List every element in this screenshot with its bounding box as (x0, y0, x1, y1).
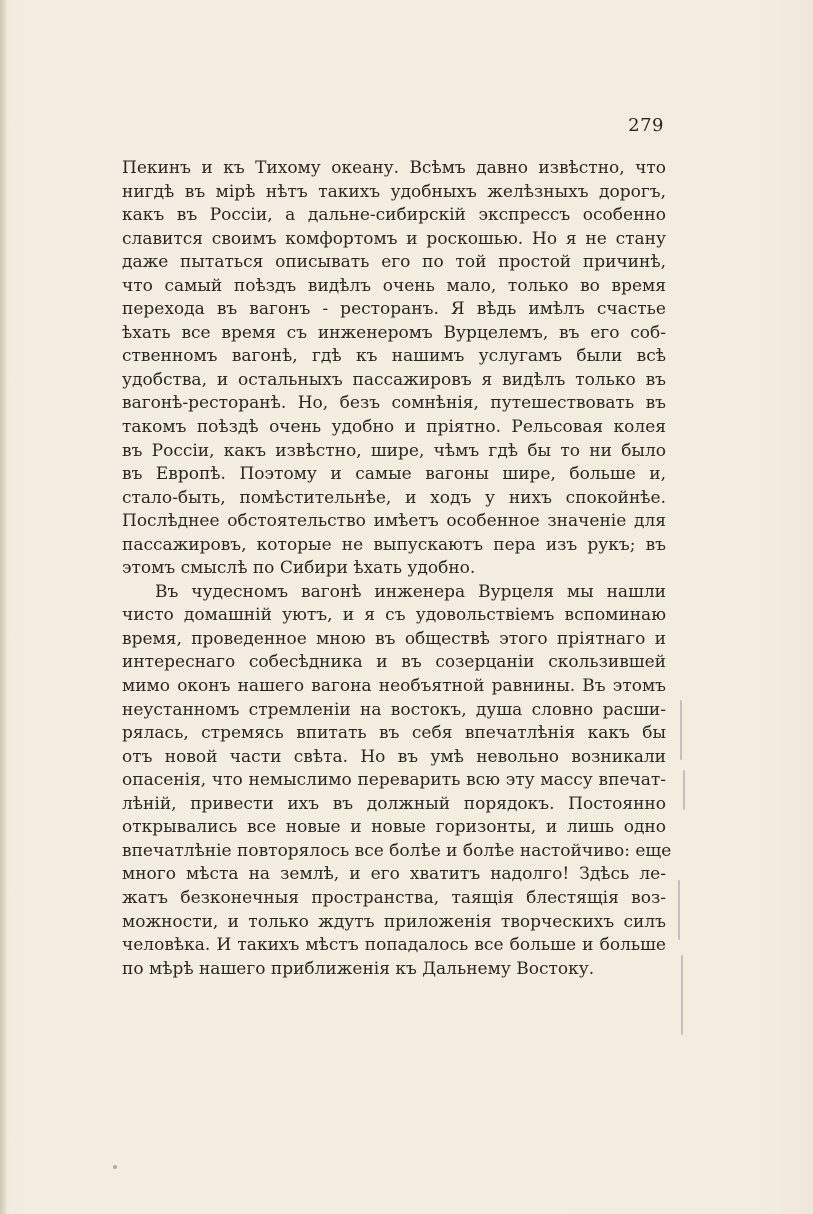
text-line: нигдѣ въ мірѣ нѣтъ такихъ удобныхъ желѣзныхъ дорогъ, (122, 181, 666, 202)
text-line: мимо оконъ нашего вагона необъятной равнины. Въ этомъ (122, 676, 666, 697)
paper-speck (113, 1165, 117, 1169)
text-line: перехода въ вагонъ - ресторанъ. Я вѣдь имѣлъ счастье (122, 299, 666, 320)
text-line: время, проведенное мною въ обществѣ этого пріятнаго и (122, 628, 666, 649)
paragraph-start-line: Въ чудесномъ вагонѣ инженера Вурцеля мы нашли (155, 581, 666, 602)
text-line: пассажировъ, которые не выпускаютъ пера изъ рукъ; въ (122, 534, 666, 555)
paragraph-end-line: этомъ смыслѣ по Сибири ѣхать удобно. (122, 558, 476, 579)
text-line: Пекинъ и къ Тихому океану. Всѣмъ давно извѣстно, что (122, 158, 666, 178)
body-text (122, 157, 672, 981)
text-line: ѣхать все время съ инженеромъ Вурцелемъ, въ его соб- (122, 322, 666, 343)
text-line: жатъ безконечныя пространства, таящія блестящія воз- (122, 887, 666, 908)
page-number: 279 (628, 115, 664, 136)
margin-pencil-mark (680, 700, 682, 760)
text-line: можности, и только ждутъ приложенія творческихъ силъ (122, 911, 666, 932)
text-line: что самый поѣздъ видѣлъ очень мало, только во время (122, 275, 666, 296)
text-line: вагонѣ-ресторанѣ. Но, безъ сомнѣнія, путешествовать въ (122, 393, 666, 414)
text-line: стало-быть, помѣстительнѣе, и ходъ у нихъ спокойнѣе. (122, 487, 666, 508)
text-line: такомъ поѣздѣ очень удобно и пріятно. Рельсовая колея (122, 417, 666, 438)
text-line: славится своимъ комфортомъ и роскошью. Но я не стану (122, 228, 666, 249)
text-line: неустанномъ стремленіи на востокъ, душа словно расши- (122, 699, 666, 720)
text-line: открывались все новые и новые горизонты, и лишь одно (122, 817, 666, 838)
text-line: даже пытаться описывать его по той простой причинѣ, (122, 252, 666, 273)
text-line: въ Россіи, какъ извѣстно, шире, чѣмъ гдѣ бы то ни было (122, 440, 666, 461)
text-line: ственномъ вагонѣ, гдѣ къ нашимъ услугамъ были всѣ (122, 346, 666, 367)
text-line: отъ новой части свѣта. Но въ умѣ невольно возникали (122, 746, 666, 767)
text-line: опасенія, что немыслимо переварить всю эту массу впечат- (122, 770, 666, 791)
paragraph-end-line: по мѣрѣ нашего приближенія къ Дальнему Востоку. (122, 958, 595, 979)
text-line: въ Европѣ. Поэтому и самые вагоны шире, больше и, (122, 464, 666, 485)
text-line: Послѣднее обстоятельство имѣетъ особенное значеніе для (122, 511, 666, 532)
text-line: рялась, стремясь впитать въ себя впечатлѣнія какъ бы (122, 723, 666, 744)
text-line: интереснаго собесѣдника и въ созерцаніи скользившей (122, 652, 666, 673)
margin-pencil-mark (683, 770, 685, 810)
text-line: чисто домашній уютъ, и я съ удовольствіемъ вспоминаю (122, 605, 666, 626)
text-line: человѣка. И такихъ мѣстъ попадалось все больше и больше (122, 935, 666, 956)
text-line: много мѣста на землѣ, и его хватитъ надолго! Здѣсь ле- (122, 864, 666, 885)
text-line: удобства, и остальныхъ пассажировъ я видѣлъ только въ (122, 369, 666, 390)
margin-pencil-mark (681, 955, 683, 1035)
text-line: лѣній, привести ихъ въ должный порядокъ. Постоянно (122, 793, 666, 814)
text-line: какъ въ Россіи, а дальне-сибирскій экспрессъ особенно (122, 205, 666, 226)
margin-pencil-mark (678, 880, 680, 940)
text-line: впечатлѣніе повторялось все болѣе и болѣе настойчиво: еще (122, 840, 672, 861)
page-binding-edge (0, 0, 6, 1214)
